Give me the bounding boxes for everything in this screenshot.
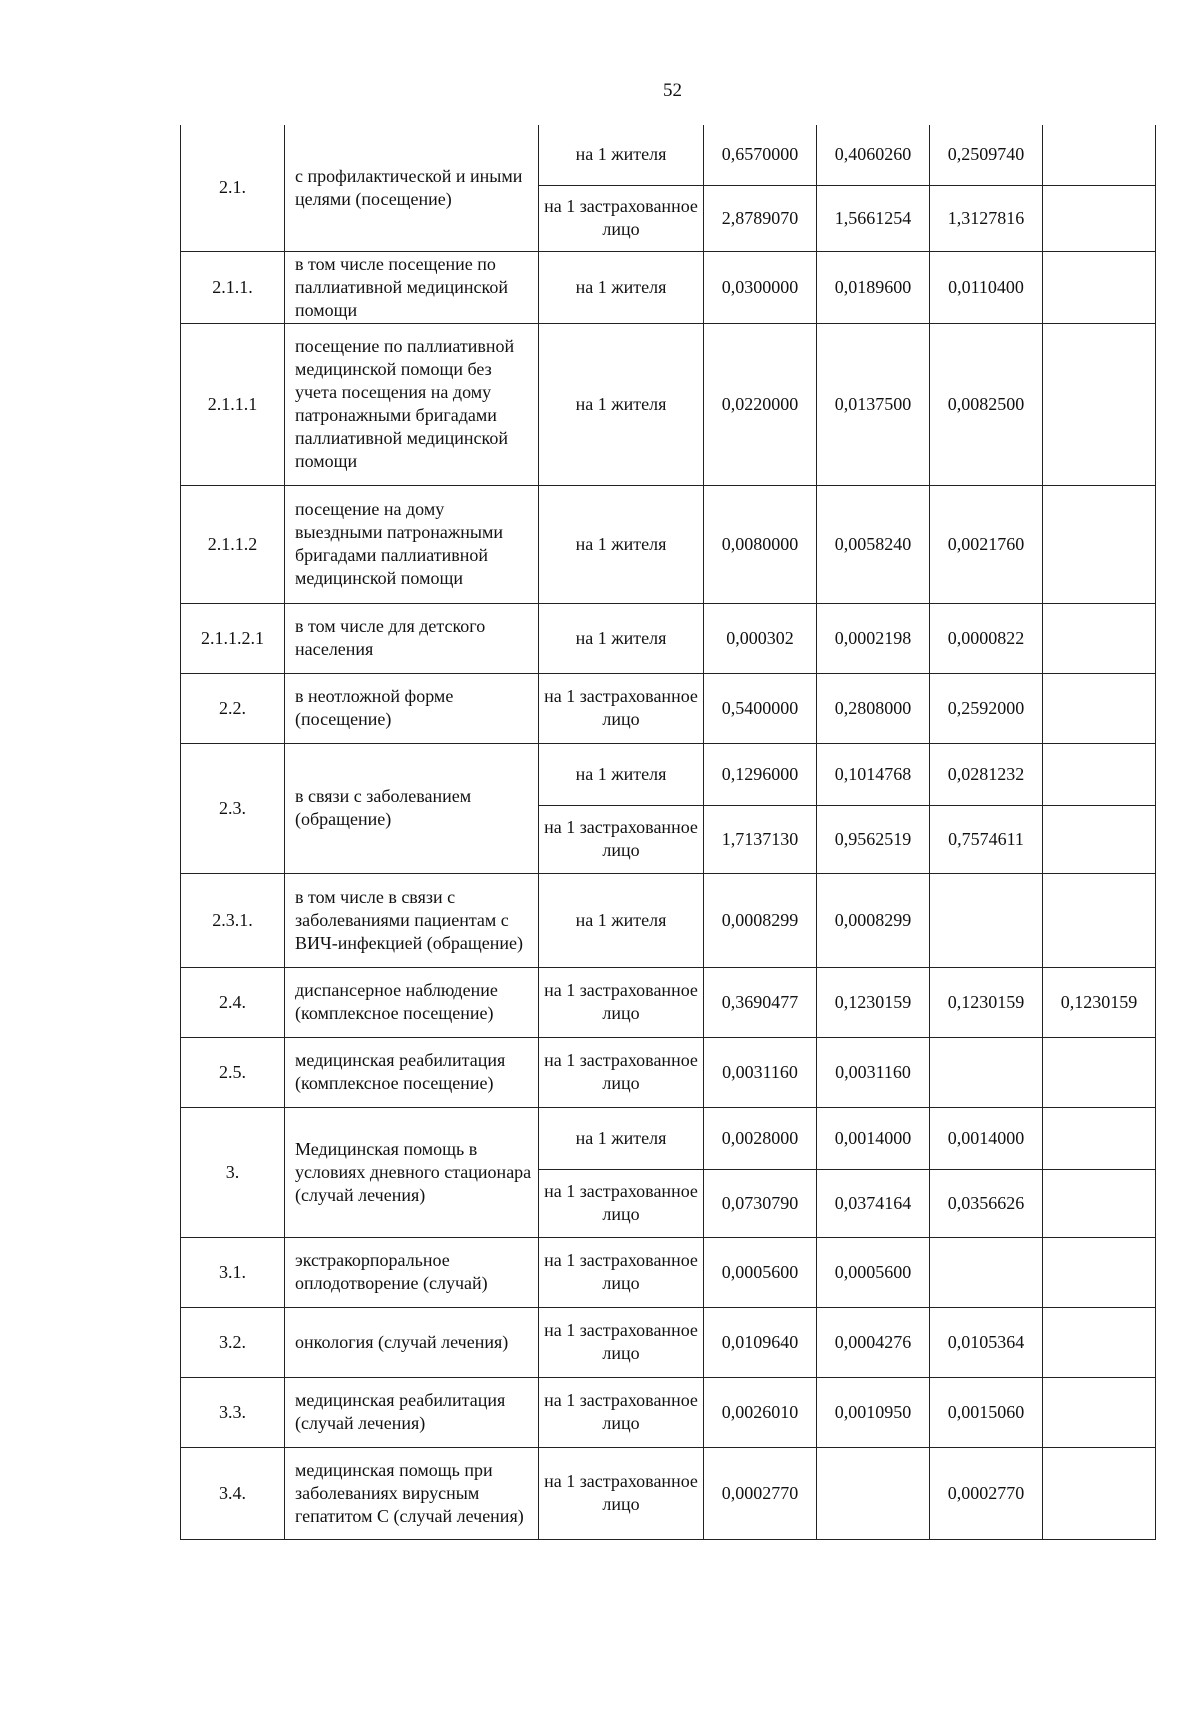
- row-number: 2.4.: [181, 967, 285, 1037]
- unit-of-measure: на 1 застрахованное лицо: [539, 1169, 704, 1237]
- value-3: [1043, 1377, 1156, 1447]
- value-2: 0,1230159: [930, 967, 1043, 1037]
- value-1: 0,0004276: [817, 1307, 930, 1377]
- care-type: медицинская помощь при заболеваниях вирусным гепатитом С (случай лечения): [285, 1447, 539, 1539]
- value-2: 0,2509740: [930, 125, 1043, 185]
- value-2: 0,0021760: [930, 485, 1043, 603]
- care-type: посещение по паллиативной медицинской помощи без учета посещения на дому патронажными бригадами паллиативной медицинской помощи: [285, 323, 539, 485]
- unit-of-measure: на 1 застрахованное лицо: [539, 967, 704, 1037]
- row-number: 2.5.: [181, 1037, 285, 1107]
- row-number: 2.2.: [181, 673, 285, 743]
- value-2: 0,0356626: [930, 1169, 1043, 1237]
- unit-of-measure: на 1 застрахованное лицо: [539, 805, 704, 873]
- unit-of-measure: на 1 застрахованное лицо: [539, 1037, 704, 1107]
- value-1: 0,1230159: [817, 967, 930, 1037]
- value-2: [930, 873, 1043, 967]
- unit-of-measure: на 1 застрахованное лицо: [539, 673, 704, 743]
- value-1: 0,0058240: [817, 485, 930, 603]
- unit-of-measure: на 1 застрахованное лицо: [539, 1377, 704, 1447]
- value-1: 1,5661254: [817, 185, 930, 251]
- value-1: 0,0005600: [817, 1237, 930, 1307]
- value-2: 1,3127816: [930, 185, 1043, 251]
- value-1: [817, 1447, 930, 1539]
- value-total: 0,0109640: [704, 1307, 817, 1377]
- value-3: [1043, 673, 1156, 743]
- value-3: [1043, 805, 1156, 873]
- care-type: в неотложной форме (посещение): [285, 673, 539, 743]
- unit-of-measure: на 1 застрахованное лицо: [539, 1307, 704, 1377]
- page-number: 52: [663, 80, 682, 101]
- value-total: 0,0080000: [704, 485, 817, 603]
- row-number: 2.1.1.2.1: [181, 603, 285, 673]
- value-2: [930, 1037, 1043, 1107]
- value-1: 0,2808000: [817, 673, 930, 743]
- value-3: [1043, 1107, 1156, 1169]
- table-row: [181, 1107, 1156, 1169]
- table-row: [181, 1377, 1156, 1447]
- row-number: 2.3.1.: [181, 873, 285, 967]
- value-total: 0,0300000: [704, 251, 817, 323]
- value-total: 0,0028000: [704, 1107, 817, 1169]
- care-type: в том числе в связи с заболеваниями пациентам с ВИЧ-инфекцией (обращение): [285, 873, 539, 967]
- table-row: [181, 125, 1156, 185]
- row-number: 3.4.: [181, 1447, 285, 1539]
- unit-of-measure: на 1 жителя: [539, 251, 704, 323]
- value-2: 0,2592000: [930, 673, 1043, 743]
- table-row: [181, 967, 1156, 1037]
- row-number: 2.1.: [181, 125, 285, 251]
- care-type: онкология (случай лечения): [285, 1307, 539, 1377]
- row-number: 2.1.1.1: [181, 323, 285, 485]
- value-2: 0,0014000: [930, 1107, 1043, 1169]
- unit-of-measure: на 1 жителя: [539, 125, 704, 185]
- value-total: 0,0730790: [704, 1169, 817, 1237]
- value-total: 0,0031160: [704, 1037, 817, 1107]
- value-3: [1043, 125, 1156, 185]
- table-row: [181, 743, 1156, 805]
- value-1: 0,1014768: [817, 743, 930, 805]
- table-row: [181, 323, 1156, 485]
- value-total: 0,0005600: [704, 1237, 817, 1307]
- unit-of-measure: на 1 застрахованное лицо: [539, 1237, 704, 1307]
- value-3: [1043, 1037, 1156, 1107]
- value-total: 0,0220000: [704, 323, 817, 485]
- row-number: 3.2.: [181, 1307, 285, 1377]
- row-number: 3.: [181, 1107, 285, 1237]
- value-1: 0,0189600: [817, 251, 930, 323]
- table-row: [181, 1307, 1156, 1377]
- table-row: [181, 485, 1156, 603]
- value-2: 0,0015060: [930, 1377, 1043, 1447]
- value-2: 0,0082500: [930, 323, 1043, 485]
- value-1: 0,0031160: [817, 1037, 930, 1107]
- unit-of-measure: на 1 застрахованное лицо: [539, 1447, 704, 1539]
- value-3: [1043, 603, 1156, 673]
- value-total: 2,8789070: [704, 185, 817, 251]
- value-total: 0,1296000: [704, 743, 817, 805]
- value-2: 0,0000822: [930, 603, 1043, 673]
- value-1: 0,0010950: [817, 1377, 930, 1447]
- unit-of-measure: на 1 жителя: [539, 485, 704, 603]
- value-3: [1043, 1447, 1156, 1539]
- value-2: 0,0002770: [930, 1447, 1043, 1539]
- care-type: посещение на дому выездными патронажными бригадами паллиативной медицинской помощи: [285, 485, 539, 603]
- row-number: 2.1.1.: [181, 251, 285, 323]
- row-number: 2.3.: [181, 743, 285, 873]
- unit-of-measure: на 1 жителя: [539, 603, 704, 673]
- unit-of-measure: на 1 жителя: [539, 323, 704, 485]
- table-row: [181, 1447, 1156, 1539]
- table-row: [181, 873, 1156, 967]
- row-number: 3.1.: [181, 1237, 285, 1307]
- value-3: [1043, 185, 1156, 251]
- care-type: экстракорпоральное оплодотворение (случай): [285, 1237, 539, 1307]
- value-3: 0,1230159: [1043, 967, 1156, 1037]
- value-1: 0,0014000: [817, 1107, 930, 1169]
- table-row: [181, 251, 1156, 323]
- value-3: [1043, 743, 1156, 805]
- value-3: [1043, 873, 1156, 967]
- unit-of-measure: на 1 жителя: [539, 743, 704, 805]
- care-type: диспансерное наблюдение (комплексное посещение): [285, 967, 539, 1037]
- value-1: 0,0137500: [817, 323, 930, 485]
- care-type: с профилактической и иными целями (посещение): [285, 125, 539, 251]
- care-type: в том числе для детского населения: [285, 603, 539, 673]
- value-2: 0,7574611: [930, 805, 1043, 873]
- value-3: [1043, 1237, 1156, 1307]
- value-1: 0,9562519: [817, 805, 930, 873]
- care-type: в связи с заболеванием (обращение): [285, 743, 539, 873]
- row-number: 3.3.: [181, 1377, 285, 1447]
- value-1: 0,0374164: [817, 1169, 930, 1237]
- unit-of-measure: на 1 застрахованное лицо: [539, 185, 704, 251]
- table-row: [181, 603, 1156, 673]
- table-row: [181, 673, 1156, 743]
- value-3: [1043, 485, 1156, 603]
- value-3: [1043, 1169, 1156, 1237]
- value-2: 0,0105364: [930, 1307, 1043, 1377]
- value-total: 0,000302: [704, 603, 817, 673]
- value-total: 0,0002770: [704, 1447, 817, 1539]
- value-total: 1,7137130: [704, 805, 817, 873]
- value-2: 0,0281232: [930, 743, 1043, 805]
- value-total: 0,6570000: [704, 125, 817, 185]
- value-total: 0,0008299: [704, 873, 817, 967]
- value-3: [1043, 251, 1156, 323]
- table-row: [181, 1237, 1156, 1307]
- care-type: в том числе посещение по паллиативной медицинской помощи: [285, 251, 539, 323]
- value-3: [1043, 1307, 1156, 1377]
- value-2: 0,0110400: [930, 251, 1043, 323]
- value-total: 0,0026010: [704, 1377, 817, 1447]
- value-3: [1043, 323, 1156, 485]
- table-row: [181, 1037, 1156, 1107]
- norms-table: [180, 125, 1156, 1540]
- row-number: 2.1.1.2: [181, 485, 285, 603]
- value-2: [930, 1237, 1043, 1307]
- care-type: медицинская реабилитация (комплексное посещение): [285, 1037, 539, 1107]
- value-total: 0,3690477: [704, 967, 817, 1037]
- value-1: 0,0002198: [817, 603, 930, 673]
- value-total: 0,5400000: [704, 673, 817, 743]
- unit-of-measure: на 1 жителя: [539, 1107, 704, 1169]
- care-type: Медицинская помощь в условиях дневного стационара (случай лечения): [285, 1107, 539, 1237]
- value-1: 0,4060260: [817, 125, 930, 185]
- care-type: медицинская реабилитация (случай лечения): [285, 1377, 539, 1447]
- value-1: 0,0008299: [817, 873, 930, 967]
- unit-of-measure: на 1 жителя: [539, 873, 704, 967]
